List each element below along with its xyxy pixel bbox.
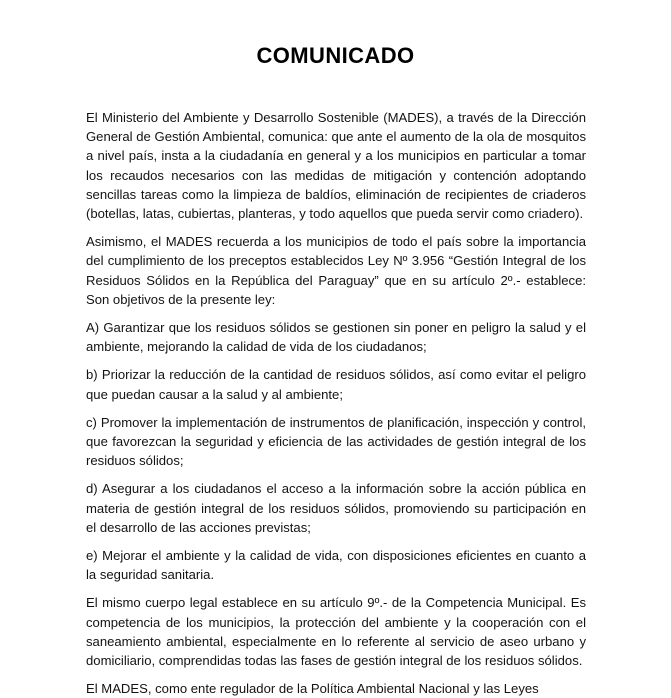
paragraph-objetivo-e: e) Mejorar el ambiente y la calidad de vida, con disposiciones eficientes en cuanto a la seguridad sanitaria. xyxy=(86,548,586,583)
paragraph-competencia-municipal: El mismo cuerpo legal establece en su artículo 9º.- de la Competencia Municipal. Es competencia de los municipios, la protección del ambiente y la cooperación con el saneamiento ambiental, especialmente en lo referente al servicio de aseo urbano y domiciliario, comprendidas todas las fases de gestión integral de los residuos sólidos. xyxy=(86,595,586,669)
page-title: COMUNICADO xyxy=(256,43,415,68)
paragraph-mades-ente-regulador: El MADES, como ente regulador de la Política Ambiental Nacional y las Leyes xyxy=(86,681,539,697)
paragraph-objetivo-b: b) Priorizar la reducción de la cantidad de residuos sólidos, así como evitar el peligro que puedan causar a la salud y al ambiente; xyxy=(86,367,586,402)
paragraph-ley-referencia: Asimismo, el MADES recuerda a los municipios de todo el país sobre la importancia del cumplimiento de los preceptos establecidos Ley Nº 3.956 “Gestión Integral de los Residuos Sólidos en la República del Paraguay” que en su artículo 2º.- establece: Son objetivos de la presente ley: xyxy=(86,234,586,307)
paragraph-objetivo-d: d) Asegurar a los ciudadanos el acceso a la información sobre la acción pública en materia de gestión integral de los residuos sólidos, promoviendo su participación en el desarrollo de las acciones previstas; xyxy=(86,481,586,535)
paragraph-objetivo-a: A) Garantizar que los residuos sólidos se gestionen sin poner en peligro la salud y el ambiente, mejorando la calidad de vida de los ciudadanos; xyxy=(86,320,586,355)
document-body xyxy=(86,108,586,698)
paragraph-objetivo-c: c) Promover la implementación de instrumentos de planificación, inspección y control, que favorezcan la seguridad y eficiencia de las actividades de gestión integral de los residuos sólidos; xyxy=(86,414,586,469)
paragraph-intro: El Ministerio del Ambiente y Desarrollo Sostenible (MADES), a través de la Dirección General de Gestión Ambiental, comunica: que ante el aumento de la ola de mosquitos a nivel país, insta a la ciudadanía en general y a los municipios en particular a tomar los recaudos necesarios con las medidas de mitigación y contención adoptando sencillas tareas como la limpieza de baldíos, eliminación de recipientes de criaderos (botellas, latas, cubiertas, planteras, y todo aquellos que pueda servir como criadero). xyxy=(86,110,586,222)
